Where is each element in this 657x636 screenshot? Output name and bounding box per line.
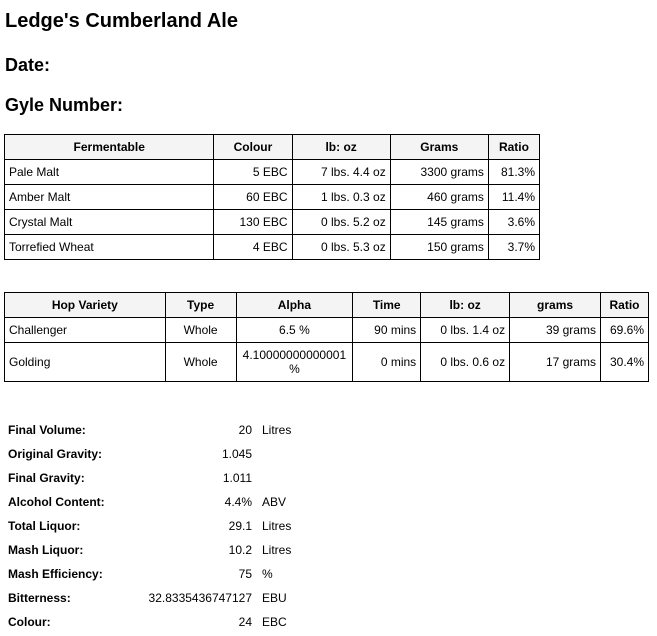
summary-label: Mash Efficiency: xyxy=(8,567,103,581)
summary-label: Colour: xyxy=(8,615,51,629)
summary-value: 1.011 xyxy=(222,471,252,485)
summary-label: Mash Liquor: xyxy=(8,543,84,557)
summary-unit: Litres xyxy=(262,423,292,437)
table-header-row xyxy=(5,293,649,318)
summary-row-final-gravity xyxy=(8,466,291,490)
hop-variety: Golding xyxy=(5,343,166,382)
summary-value: 32.8335436747127 xyxy=(148,591,252,605)
table-row xyxy=(5,235,540,260)
summary-row-total-liquor xyxy=(8,514,291,538)
column-header-grams: Grams xyxy=(390,135,488,160)
column-header-time: Time xyxy=(353,293,421,318)
fermentable-lboz: 0 lbs. 5.3 oz xyxy=(292,235,390,260)
summary-label: Final Volume: xyxy=(8,423,86,437)
fermentable-grams: 3300 grams xyxy=(390,160,488,185)
date-label: Date: xyxy=(5,55,51,75)
fermentable-ratio: 81.3% xyxy=(488,160,539,185)
hop-time: 0 mins xyxy=(353,343,421,382)
hop-type: Whole xyxy=(165,318,236,343)
column-header-lboz: lb: oz xyxy=(421,293,510,318)
summary-unit: EBC xyxy=(262,615,287,629)
fermentable-colour: 4 EBC xyxy=(214,235,292,260)
column-header-hop-variety: Hop Variety xyxy=(5,293,166,318)
fermentable-name: Amber Malt xyxy=(5,185,214,210)
summary-label: Alcohol Content: xyxy=(8,495,105,509)
fermentable-ratio: 11.4% xyxy=(488,185,539,210)
summary-value: 4.4% xyxy=(224,495,252,509)
hop-time: 90 mins xyxy=(353,318,421,343)
hop-lboz: 0 lbs. 1.4 oz xyxy=(421,318,510,343)
fermentable-name: Crystal Malt xyxy=(5,210,214,235)
summary-row-original-gravity xyxy=(8,442,291,466)
column-header-colour: Colour xyxy=(214,135,292,160)
summary-row-colour xyxy=(8,610,291,634)
hop-alpha: 4.10000000000001 % xyxy=(236,343,353,382)
fermentable-lboz: 7 lbs. 4.4 oz xyxy=(292,160,390,185)
fermentable-name: Torrefied Wheat xyxy=(5,235,214,260)
summary-value: 20 xyxy=(238,423,252,437)
fermentable-ratio: 3.6% xyxy=(488,210,539,235)
column-header-lboz: lb: oz xyxy=(292,135,390,160)
gyle-number-label: Gyle Number: xyxy=(5,95,124,115)
summary-unit: ABV xyxy=(262,495,287,509)
fermentables-table xyxy=(4,134,540,260)
column-header-alpha: Alpha xyxy=(236,293,353,318)
fermentable-grams: 150 grams xyxy=(390,235,488,260)
summary-row-bitterness xyxy=(8,586,291,610)
column-header-ratio: Ratio xyxy=(488,135,539,160)
column-header-fermentable: Fermentable xyxy=(5,135,214,160)
summary-unit xyxy=(252,442,291,466)
column-header-ratio: Ratio xyxy=(600,293,648,318)
summary-unit: Litres xyxy=(262,519,292,533)
column-header-type: Type xyxy=(165,293,236,318)
table-row xyxy=(5,318,649,343)
fermentable-colour: 130 EBC xyxy=(214,210,292,235)
summary-unit xyxy=(252,466,291,490)
summary-value: 10.2 xyxy=(228,543,252,557)
hop-ratio: 69.6% xyxy=(600,318,648,343)
summary-label: Bitterness: xyxy=(8,591,71,605)
hop-variety: Challenger xyxy=(5,318,166,343)
table-row xyxy=(5,160,540,185)
recipe-summary xyxy=(8,418,291,634)
summary-label: Original Gravity: xyxy=(8,447,103,461)
summary-value: 75 xyxy=(238,567,252,581)
hops-table xyxy=(4,292,649,382)
summary-label: Total Liquor: xyxy=(8,519,81,533)
fermentable-colour: 5 EBC xyxy=(214,160,292,185)
summary-unit: Litres xyxy=(262,543,292,557)
hop-type: Whole xyxy=(165,343,236,382)
summary-row-final-volume xyxy=(8,418,291,442)
table-header-row xyxy=(5,135,540,160)
summary-row-alcohol-content xyxy=(8,490,291,514)
summary-value: 24 xyxy=(238,615,252,629)
fermentable-name: Pale Malt xyxy=(5,160,214,185)
summary-label: Final Gravity: xyxy=(8,471,85,485)
fermentable-lboz: 1 lbs. 0.3 oz xyxy=(292,185,390,210)
hop-ratio: 30.4% xyxy=(600,343,648,382)
summary-value: 29.1 xyxy=(228,519,252,533)
hop-grams: 39 grams xyxy=(510,318,601,343)
hop-alpha: 6.5 % xyxy=(236,318,353,343)
summary-unit: % xyxy=(262,567,273,581)
fermentable-colour: 60 EBC xyxy=(214,185,292,210)
fermentable-grams: 145 grams xyxy=(390,210,488,235)
hop-lboz: 0 lbs. 0.6 oz xyxy=(421,343,510,382)
table-row xyxy=(5,343,649,382)
recipe-title: Ledge's Cumberland Ale xyxy=(5,10,238,32)
summary-value: 1.045 xyxy=(221,447,252,461)
summary-row-mash-liquor xyxy=(8,538,291,562)
hop-grams: 17 grams xyxy=(510,343,601,382)
table-row xyxy=(5,210,540,235)
table-row xyxy=(5,185,540,210)
fermentable-grams: 460 grams xyxy=(390,185,488,210)
summary-unit: EBU xyxy=(262,591,287,605)
fermentable-lboz: 0 lbs. 5.2 oz xyxy=(292,210,390,235)
summary-row-mash-efficiency xyxy=(8,562,291,586)
column-header-grams: grams xyxy=(510,293,601,318)
fermentable-ratio: 3.7% xyxy=(488,235,539,260)
